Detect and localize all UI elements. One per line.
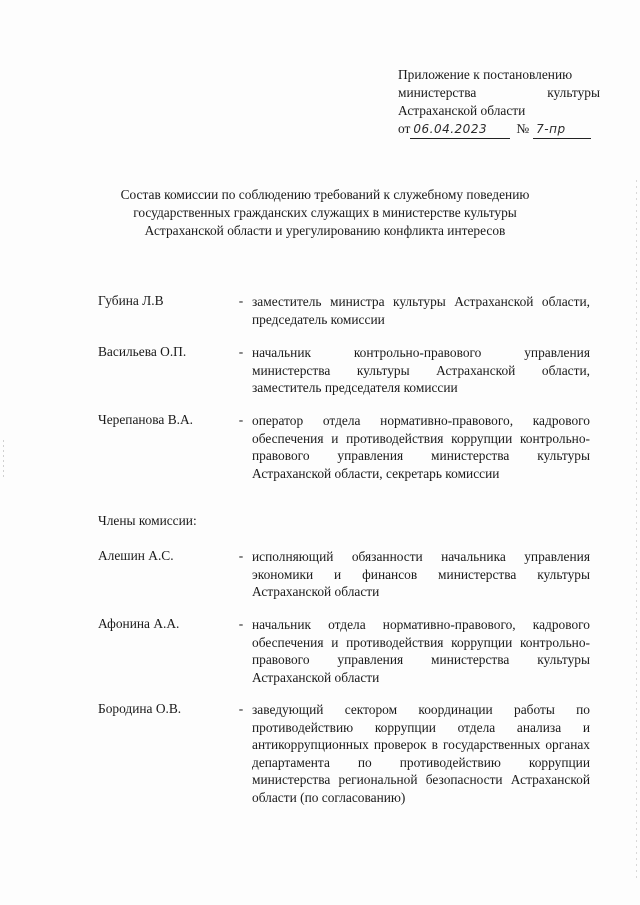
committee-description: исполняющий обязанности начальника управления экономики и финансов министерства культуры Астраханской области [252,549,590,599]
number-sign: № [516,121,530,136]
member-name: Васильева О.П. [98,344,187,359]
date-prefix: от [398,121,411,136]
committee-row [98,701,590,806]
member-name: Губина Л.В [98,293,164,308]
committee-name: Алешин А.С. [98,548,174,563]
committee-dash: - [238,701,244,716]
member-description: заместитель министра культуры Астраханской области, председатель комиссии [252,294,590,327]
appendix-line-3: Астраханской области [398,103,526,118]
member-row [98,293,590,328]
appendix-line-1: Приложение к постановлению [398,67,573,82]
committee-row [98,548,590,601]
scan-left-mark [3,440,4,480]
appendix-line-2b: культуры [547,85,600,100]
appendix-line-2a: министерства [398,85,477,100]
member-row [98,412,590,482]
document-title [60,186,590,240]
committee-description: начальник отдела нормативно-правового, кадрового обеспечения и противодействия коррупции контрольно-правового управления министерства культуры Астраханской области [252,617,590,685]
appendix-block [398,66,600,139]
committee-row [98,616,590,686]
member-dash: - [238,344,244,359]
handwritten-date: 06.04.2023 [410,120,510,139]
title-line-2: государственных гражданских служащих в министерстве культуры [133,205,517,220]
member-description: оператор отдела нормативно-правового, кадрового обеспечения и противодействия коррупции контрольно-правового управления министерства культуры Астраханской области, секретарь комиссии [252,413,590,481]
scan-edge-mark [636,180,637,880]
committee-name: Афонина А.А. [98,616,180,631]
members-heading: Члены комиссии: [98,513,197,528]
member-description: начальник контрольно-правового управления министерства культуры Астраханской области, заместитель председателя комиссии [252,345,590,395]
title-line-1: Состав комиссии по соблюдению требований к служебному поведению [120,187,530,202]
member-row [98,344,590,397]
title-line-3: Астраханской области и урегулированию конфликта интересов [144,223,506,238]
committee-dash: - [238,616,244,631]
appendix-date-line [398,120,600,139]
appendix-line-2 [398,84,600,102]
committee-dash: - [238,548,244,563]
committee-name: Бородина О.В. [98,701,182,716]
member-dash: - [238,412,244,427]
member-name: Черепанова В.А. [98,412,193,427]
committee-description: заведующий сектором координации работы по противодействию коррупции отдела анализа и антикоррупционных проверок в государственных органах департамента по противодействию коррупции министерства региональной безопасности Астраханской области (по согласованию) [252,702,590,805]
handwritten-number: 7-пр [533,120,591,139]
member-dash: - [238,293,244,308]
